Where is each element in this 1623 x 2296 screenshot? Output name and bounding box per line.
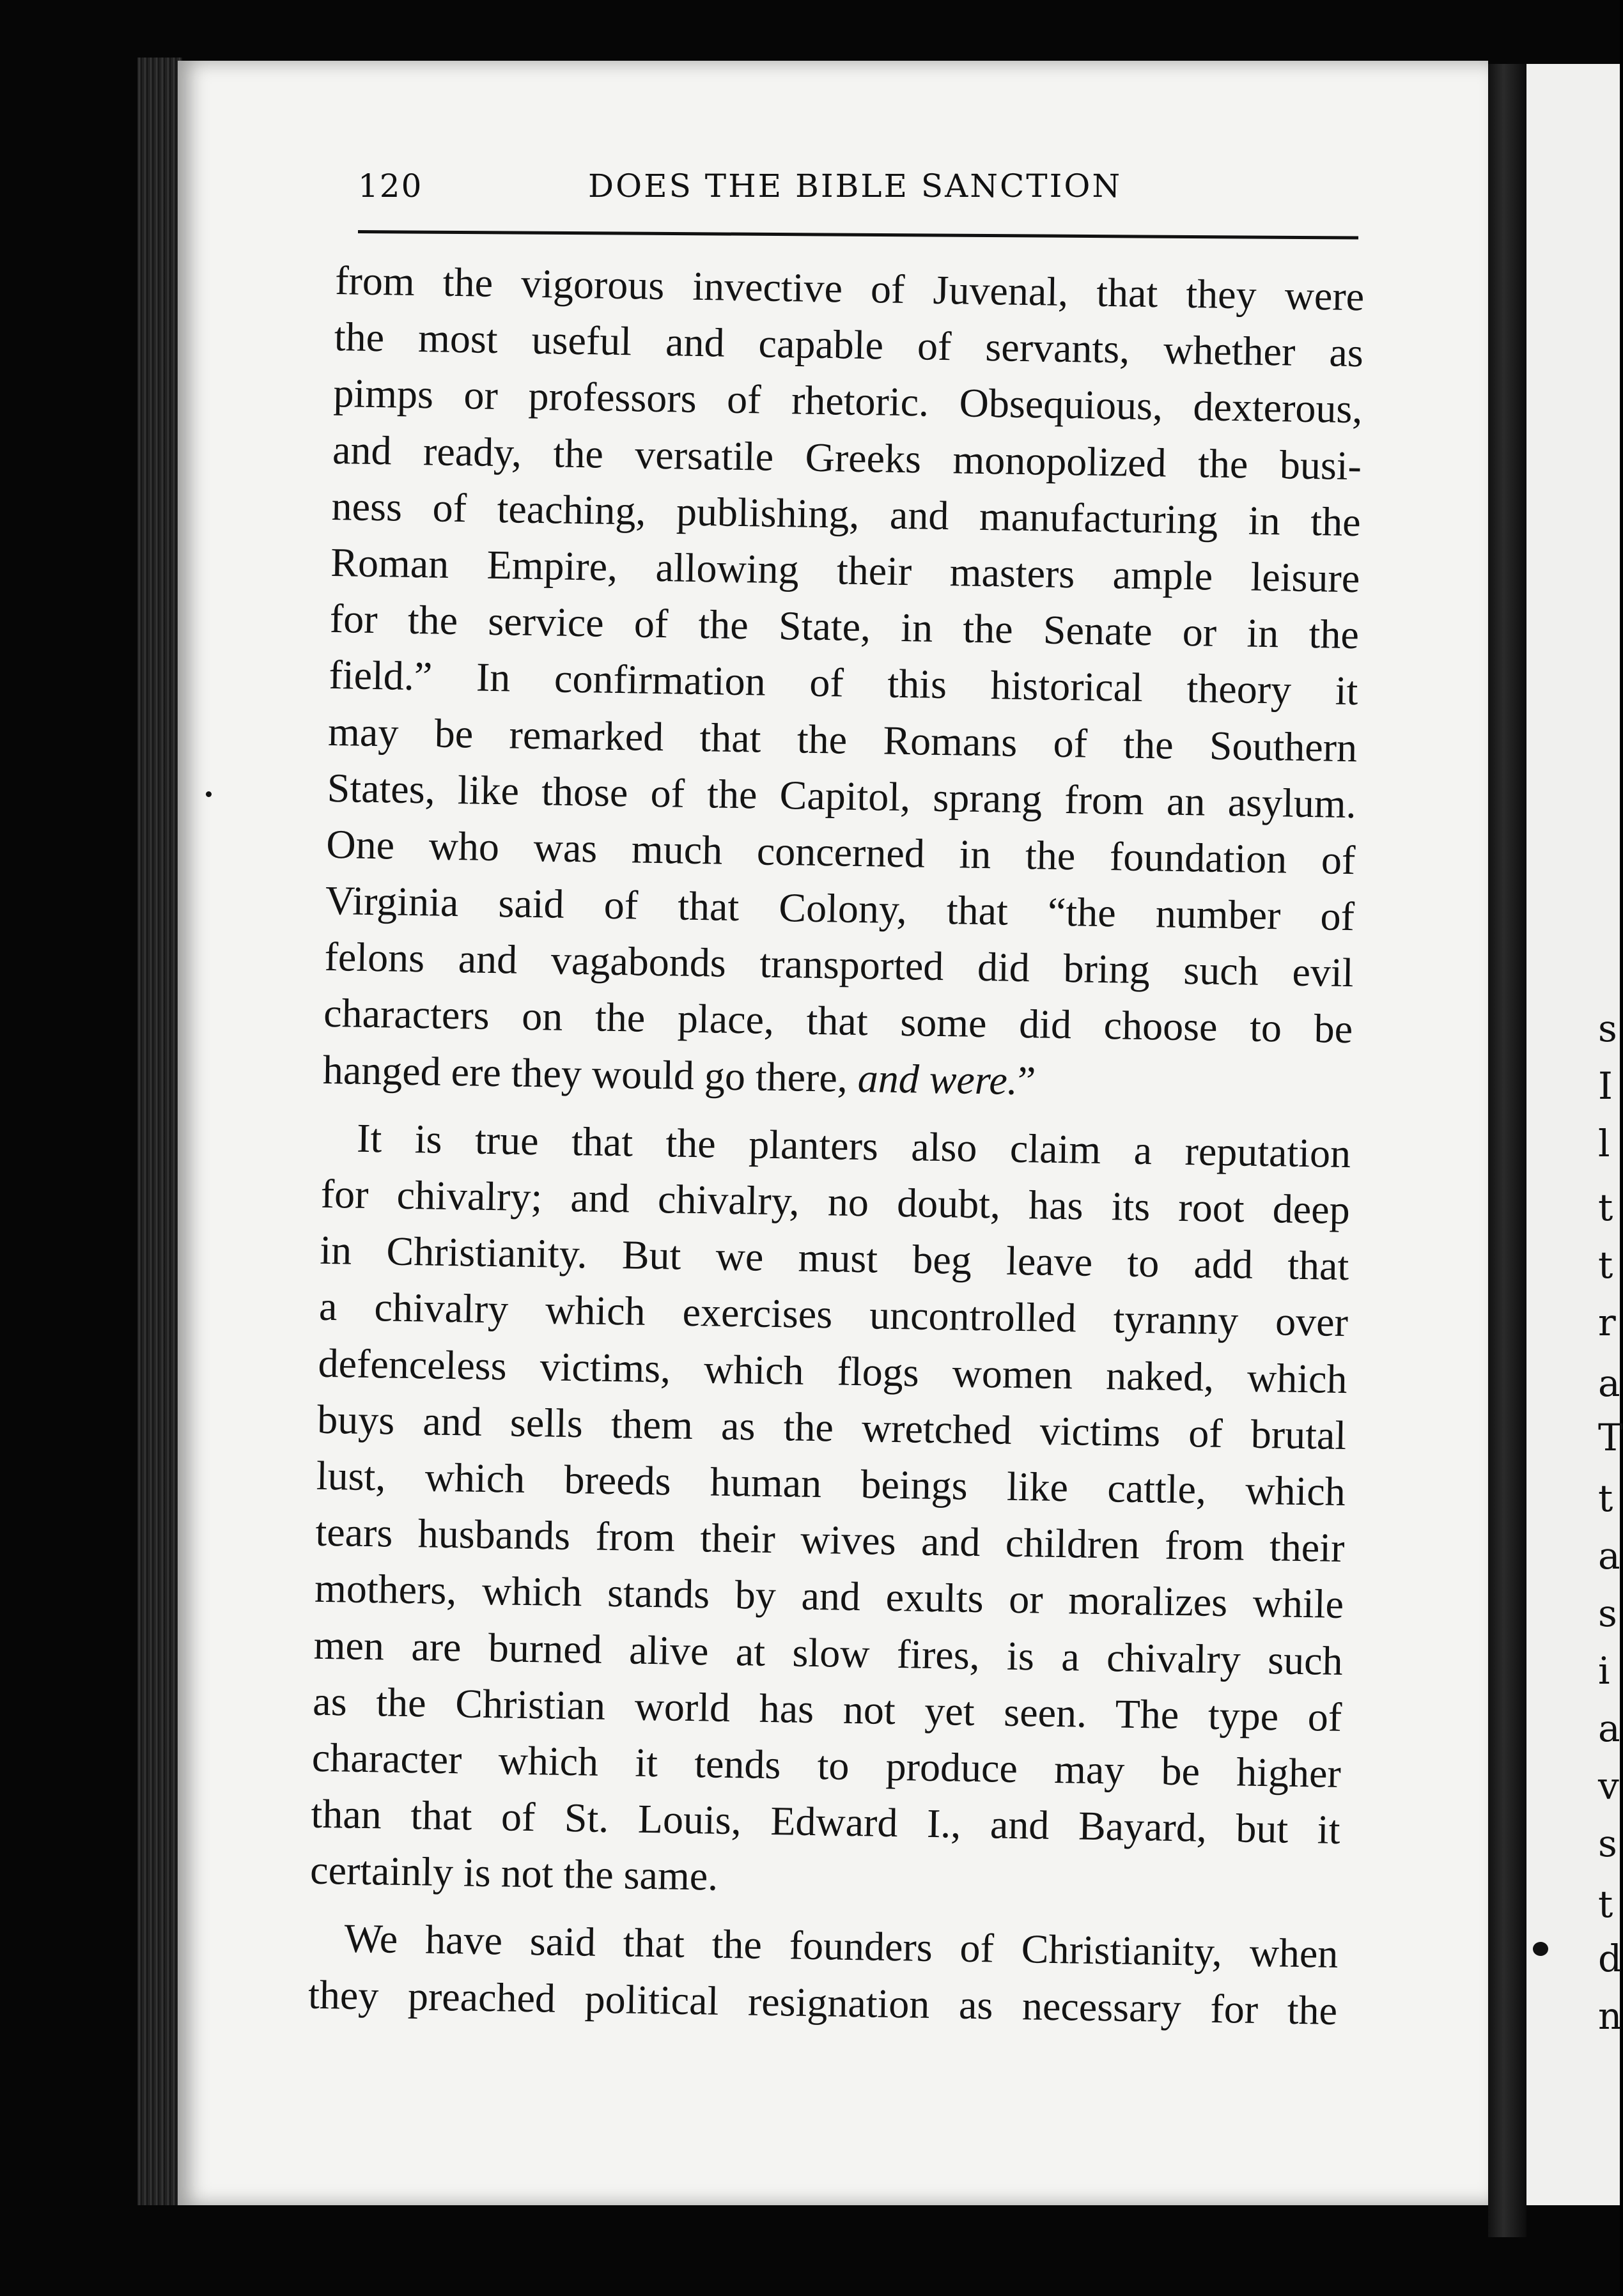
paragraph [322,252,1365,1114]
running-title: DOES THE BIBLE SANCTION [588,167,1122,205]
text-line: the most useful and capable of servants, whether as [334,314,1364,376]
text-line: mothers, which stands by and exults or moralizes while [314,1565,1344,1627]
text-line: tears husbands from their wives and children from their [315,1509,1345,1571]
facing-page-letter: s [1598,1822,1617,1865]
text-line: as the Christian world has not yet seen. The type of [312,1678,1342,1740]
facing-page-letter: t [1598,1186,1613,1229]
facing-page-letter: t [1598,1882,1613,1926]
facing-page-letter: T [1598,1416,1623,1459]
text-line: field.” In confirmation of this historical theory it [329,652,1358,714]
text-line: and ready, the versatile Greeks monopolized the busi- [332,426,1362,488]
text-line: pimps or professors of rhetoric. Obsequious, dexterous, [332,370,1363,432]
ink-speck [206,791,212,797]
page-number: 120 [358,167,423,205]
facing-page-letter: s [1598,1592,1617,1635]
book-edge [137,58,182,2205]
text-line: certainly is not the same. [309,1847,718,1899]
text-line: Virginia said of that Colony, that “the number of [325,877,1355,940]
facing-page-letter: s [1598,1007,1617,1050]
text-line: It is true that the planters also claim a reputation [356,1115,1351,1176]
facing-page-letter: l [1598,1122,1610,1165]
ink-blot [1533,1942,1548,1956]
facing-page-letter: t [1598,1477,1613,1520]
facing-page-letter: a [1598,1707,1620,1750]
text-line: States, like those of the Capitol, sprang from an asylum. [327,764,1357,826]
text-line: they preached political resignation as necessary for the [307,1971,1338,2033]
text-line: may be remarked that the Romans of the Southern [327,708,1358,770]
facing-page-letter: I [1598,1064,1613,1108]
text-line: from the vigorous invective of Juvenal, that they were [334,257,1365,320]
text-line: ness of teaching, publishing, and manufacturing in the [331,483,1362,545]
text-line: One who was much concerned in the foundation of [325,821,1356,883]
text-line: felons and vagabonds transported did bring such evil [324,934,1355,996]
text-line: in Christianity. But we must beg leave to add that [319,1227,1349,1289]
body-text [307,252,1364,2039]
facing-page-letter: d [1598,1937,1622,1980]
closing-quote: ” [1017,1057,1036,1103]
text-line: characters on the place, that some did choose to be [323,990,1353,1052]
facing-page-letter: r [1598,1301,1616,1344]
text-line: character which it tends to produce may be higher [311,1734,1342,1796]
paragraph [307,1910,1339,2039]
text-line: for chivalry; and chivalry, no doubt, has its root deep [320,1170,1351,1233]
text-line: a chivalry which exercises uncontrolled tyranny over [318,1284,1349,1346]
text-line: We have said that the founders of Christianity, when [344,1915,1339,1977]
text-line: buys and sells them as the wretched victims of brutal [316,1396,1347,1458]
facing-page-letter: n [1598,1994,1622,2038]
facing-page-letter: v [1598,1764,1619,1808]
text-line: for the service of the State, in the Senate or in the [329,596,1360,658]
running-header [358,167,1362,219]
facing-page-letter: a [1598,1361,1620,1405]
text-span: hanged ere they would go there, [322,1046,848,1101]
facing-page-letter: i [1598,1649,1610,1693]
gutter-shadow [1488,64,1526,2237]
text-line: than that of St. Louis, Edward I., and Bayard, but it [311,1790,1340,1853]
text-line: lust, which breeds human beings like cattle, which [316,1452,1346,1514]
facing-page-letter: a [1598,1534,1620,1578]
text-line: defenceless victims, which flogs women naked, which [318,1340,1348,1402]
facing-page-letter: t [1598,1243,1613,1287]
paragraph [310,1110,1351,1915]
italic-text: and were. [857,1055,1018,1103]
text-line: Roman Empire, allowing their masters ample leisure [330,539,1360,601]
text-line: men are burned alive at slow fires, is a chivalry such [313,1622,1344,1684]
